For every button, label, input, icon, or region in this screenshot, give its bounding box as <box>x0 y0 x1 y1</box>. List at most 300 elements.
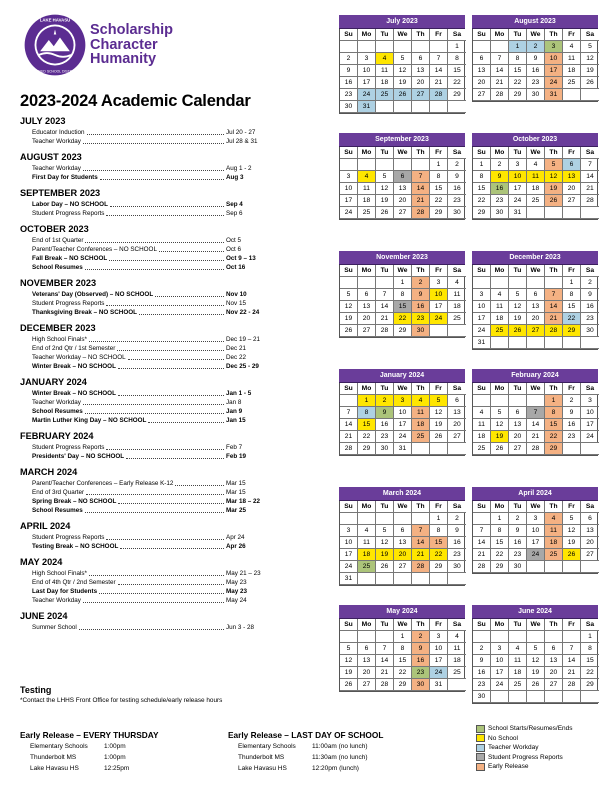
day-cell: 9 <box>473 655 491 667</box>
day-cell: 29 <box>358 443 376 455</box>
day-cell: 10 <box>430 643 448 655</box>
day-cell: 1 <box>563 277 581 289</box>
day-cell: 15 <box>430 183 448 195</box>
day-cell: 28 <box>581 195 599 207</box>
day-header: Sa <box>448 383 466 395</box>
legend-swatch <box>476 753 485 761</box>
day-cell: 20 <box>448 419 466 431</box>
event-date: May 24 <box>226 597 247 604</box>
day-cell: 28 <box>376 679 394 691</box>
day-header: Sa <box>448 147 466 159</box>
early-release-last-day <box>228 729 383 774</box>
day-cell: 12 <box>527 655 545 667</box>
day-cell: 5 <box>563 513 581 525</box>
empty-cell <box>473 41 491 53</box>
day-cell: 26 <box>394 89 412 101</box>
day-header: Sa <box>581 501 599 513</box>
day-cell: 8 <box>448 53 466 65</box>
day-cell: 5 <box>581 41 599 53</box>
empty-cell <box>527 395 545 407</box>
event-date: Nov 15 <box>226 300 246 307</box>
empty-cell <box>491 41 509 53</box>
day-cell: 16 <box>563 419 581 431</box>
day-cell: 26 <box>430 431 448 443</box>
dot-leader <box>106 305 224 306</box>
empty-cell <box>563 89 581 101</box>
empty-cell <box>376 41 394 53</box>
day-cell: 16 <box>491 183 509 195</box>
school-name: Elementary Schools <box>30 743 88 750</box>
day-cell: 4 <box>527 159 545 171</box>
day-cell: 17 <box>545 65 563 77</box>
day-cell: 26 <box>545 195 563 207</box>
month-calendar <box>472 487 598 574</box>
event-row <box>20 416 282 425</box>
day-cell: 21 <box>545 313 563 325</box>
school-name: Lake Havasu HS <box>238 765 287 772</box>
district-seal-logo <box>24 14 86 76</box>
day-cell: 29 <box>473 207 491 219</box>
day-cell: 22 <box>545 431 563 443</box>
dot-leader <box>118 503 224 504</box>
day-cell: 12 <box>491 419 509 431</box>
empty-cell <box>545 277 563 289</box>
day-cell: 22 <box>394 667 412 679</box>
empty-cell <box>340 395 358 407</box>
event-section <box>20 278 282 317</box>
day-cell: 16 <box>527 65 545 77</box>
dot-leader <box>120 548 224 549</box>
event-row <box>20 569 282 578</box>
dot-leader <box>100 179 224 180</box>
day-cell: 14 <box>473 537 491 549</box>
empty-cell <box>581 443 599 455</box>
day-cell: 30 <box>448 561 466 573</box>
page-title: 2023-2024 Academic Calendar <box>20 92 251 110</box>
day-cell: 6 <box>473 53 491 65</box>
day-cell: 12 <box>340 301 358 313</box>
day-cell: 27 <box>473 89 491 101</box>
day-header: Th <box>412 383 430 395</box>
day-cell: 24 <box>394 431 412 443</box>
event-section <box>20 557 282 605</box>
event-name: Teacher Workday <box>32 138 81 145</box>
day-cell: 25 <box>358 561 376 573</box>
day-cell: 9 <box>448 525 466 537</box>
event-date: Apr 26 <box>226 543 246 550</box>
events-list <box>20 116 282 638</box>
day-header: Su <box>340 383 358 395</box>
day-cell: 28 <box>545 325 563 337</box>
day-cell: 18 <box>358 549 376 561</box>
day-cell: 26 <box>340 325 358 337</box>
day-cell: 17 <box>340 549 358 561</box>
day-cell: 30 <box>581 325 599 337</box>
early-release-row <box>20 741 159 752</box>
dot-leader <box>85 512 224 513</box>
day-cell: 17 <box>527 537 545 549</box>
event-date: Oct 6 <box>226 246 242 253</box>
empty-cell <box>340 41 358 53</box>
day-cell: 9 <box>491 171 509 183</box>
day-cell: 1 <box>394 277 412 289</box>
month-title: June 2024 <box>472 605 598 619</box>
event-row <box>20 452 282 461</box>
day-cell: 3 <box>491 643 509 655</box>
day-cell: 9 <box>448 171 466 183</box>
event-row <box>20 245 282 254</box>
day-cell: 22 <box>491 549 509 561</box>
day-cell: 18 <box>545 537 563 549</box>
day-header: Sa <box>581 619 599 631</box>
day-cell: 14 <box>376 301 394 313</box>
day-cell: 29 <box>491 561 509 573</box>
event-date: Feb 19 <box>226 453 246 460</box>
legend-swatch <box>476 734 485 742</box>
day-cell: 25 <box>509 679 527 691</box>
legend-label: Early Release <box>488 763 529 770</box>
event-section <box>20 467 282 515</box>
day-cell: 29 <box>545 443 563 455</box>
day-cell: 8 <box>394 289 412 301</box>
event-name: Parent/Teacher Conferences – Early Release K-12 <box>32 480 174 487</box>
section-title: JUNE 2024 <box>20 611 68 621</box>
day-cell: 1 <box>394 631 412 643</box>
day-header: Su <box>340 29 358 41</box>
day-header: Fr <box>563 265 581 277</box>
day-cell: 6 <box>412 53 430 65</box>
month-title: December 2023 <box>472 251 598 265</box>
day-cell: 10 <box>509 171 527 183</box>
event-row <box>20 137 282 146</box>
day-cell: 31 <box>430 679 448 691</box>
day-header: Tu <box>376 619 394 631</box>
event-row <box>20 407 282 416</box>
day-header: We <box>394 29 412 41</box>
day-cell: 17 <box>430 301 448 313</box>
day-cell: 17 <box>473 313 491 325</box>
dot-leader <box>109 260 224 261</box>
day-header: Mo <box>491 265 509 277</box>
empty-cell <box>473 395 491 407</box>
day-cell: 29 <box>394 679 412 691</box>
month-calendar <box>339 605 465 692</box>
event-name: End of 1st Quarter <box>32 237 84 244</box>
day-cell: 28 <box>491 89 509 101</box>
event-date: Mar 25 <box>226 507 246 514</box>
day-cell: 27 <box>394 207 412 219</box>
day-cell: 18 <box>563 65 581 77</box>
month-title: January 2024 <box>339 369 465 383</box>
day-cell: 17 <box>491 667 509 679</box>
event-row <box>20 335 282 344</box>
day-cell: 22 <box>394 313 412 325</box>
event-name: Spring Break – NO SCHOOL <box>32 498 117 505</box>
day-cell: 17 <box>340 195 358 207</box>
event-name: School Resumes <box>32 264 83 271</box>
day-cell: 8 <box>358 407 376 419</box>
event-date: Sep 6 <box>226 210 243 217</box>
event-section <box>20 323 282 371</box>
day-cell: 6 <box>581 513 599 525</box>
day-cell: 5 <box>491 407 509 419</box>
day-header: Mo <box>358 383 376 395</box>
event-row <box>20 362 282 371</box>
day-cell: 15 <box>581 655 599 667</box>
day-header: Sa <box>581 147 599 159</box>
event-name: Teacher Workday <box>32 399 81 406</box>
day-cell: 24 <box>545 77 563 89</box>
event-row <box>20 173 282 182</box>
month-grid <box>472 29 598 102</box>
day-cell: 2 <box>448 159 466 171</box>
event-name: Teacher Workday – NO SCHOOL <box>32 354 126 361</box>
day-cell: 3 <box>581 395 599 407</box>
event-date: May 21 – 23 <box>226 570 261 577</box>
day-cell: 1 <box>430 513 448 525</box>
day-cell: 10 <box>545 53 563 65</box>
day-header: Tu <box>509 619 527 631</box>
event-row <box>20 299 282 308</box>
event-row <box>20 587 282 596</box>
day-cell: 12 <box>581 53 599 65</box>
day-cell: 28 <box>563 679 581 691</box>
day-cell: 14 <box>340 419 358 431</box>
event-name: Teacher Workday <box>32 597 81 604</box>
day-header: We <box>527 29 545 41</box>
day-cell: 6 <box>358 643 376 655</box>
dot-leader <box>85 242 224 243</box>
empty-cell <box>412 443 430 455</box>
day-header: We <box>527 147 545 159</box>
day-header: Fr <box>563 147 581 159</box>
day-cell: 12 <box>509 301 527 313</box>
month-title: April 2024 <box>472 487 598 501</box>
day-cell: 23 <box>563 431 581 443</box>
day-cell: 17 <box>394 419 412 431</box>
day-cell: 27 <box>527 325 545 337</box>
day-header: Su <box>473 619 491 631</box>
day-header: Mo <box>358 29 376 41</box>
empty-cell <box>581 561 599 573</box>
event-name: First Day for Students <box>32 174 98 181</box>
day-cell: 17 <box>581 419 599 431</box>
day-cell: 27 <box>358 679 376 691</box>
day-cell: 6 <box>563 159 581 171</box>
day-header: Sa <box>448 29 466 41</box>
event-section <box>20 377 282 425</box>
empty-cell <box>473 513 491 525</box>
day-cell: 22 <box>358 431 376 443</box>
empty-cell <box>448 573 466 585</box>
day-cell: 3 <box>545 41 563 53</box>
dot-leader <box>175 485 224 486</box>
day-cell: 15 <box>491 537 509 549</box>
day-cell: 24 <box>581 431 599 443</box>
day-cell: 25 <box>448 667 466 679</box>
event-row <box>20 533 282 542</box>
event-name: Thanksgiving Break – NO SCHOOL <box>32 309 137 316</box>
day-cell: 12 <box>340 655 358 667</box>
day-cell: 2 <box>448 513 466 525</box>
day-cell: 12 <box>545 171 563 183</box>
legend-label: No School <box>488 734 518 742</box>
day-cell: 3 <box>340 525 358 537</box>
day-cell: 15 <box>448 65 466 77</box>
event-row <box>20 236 282 245</box>
day-cell: 7 <box>473 525 491 537</box>
day-cell: 29 <box>448 89 466 101</box>
empty-cell <box>509 691 527 703</box>
day-header: We <box>527 383 545 395</box>
event-name: Parent/Teacher Conferences – NO SCHOOL <box>32 246 157 253</box>
day-header: Su <box>340 265 358 277</box>
month-grid <box>472 383 598 456</box>
release-time: 1:00pm <box>104 743 126 750</box>
empty-cell <box>340 277 358 289</box>
dot-leader <box>89 341 224 342</box>
day-header: Th <box>412 265 430 277</box>
day-cell: 30 <box>527 89 545 101</box>
month-calendar <box>339 133 465 220</box>
day-cell: 1 <box>473 159 491 171</box>
event-row <box>20 623 282 632</box>
day-cell: 4 <box>358 171 376 183</box>
early-release-title: Early Release – EVERY THURSDAY <box>20 730 159 740</box>
day-cell: 2 <box>527 41 545 53</box>
day-header: Fr <box>430 619 448 631</box>
day-cell: 6 <box>545 643 563 655</box>
day-cell: 3 <box>340 171 358 183</box>
testing-note: *Contact the LHHS Front Office for testing schedule/early release hours <box>20 697 223 704</box>
dot-leader <box>85 413 224 414</box>
day-cell: 5 <box>394 53 412 65</box>
day-cell: 3 <box>430 631 448 643</box>
empty-cell <box>473 277 491 289</box>
event-name: Testing Break – NO SCHOOL <box>32 543 119 550</box>
day-cell: 9 <box>412 643 430 655</box>
day-cell: 12 <box>376 537 394 549</box>
empty-cell <box>491 277 509 289</box>
section-title: MAY 2024 <box>20 557 63 567</box>
day-cell: 28 <box>430 89 448 101</box>
day-cell: 25 <box>412 431 430 443</box>
day-cell: 25 <box>376 89 394 101</box>
day-cell: 20 <box>527 313 545 325</box>
event-date: Dec 25 - 29 <box>226 363 259 370</box>
day-cell: 14 <box>545 301 563 313</box>
dot-leader <box>117 350 224 351</box>
empty-cell <box>563 561 581 573</box>
day-header: Su <box>340 147 358 159</box>
month-calendar <box>339 369 465 456</box>
event-row <box>20 254 282 263</box>
day-cell: 31 <box>358 101 376 113</box>
empty-cell <box>394 513 412 525</box>
month-calendar <box>339 487 465 586</box>
empty-cell <box>581 691 599 703</box>
empty-cell <box>448 325 466 337</box>
day-cell: 1 <box>545 395 563 407</box>
day-cell: 14 <box>563 655 581 667</box>
day-cell: 9 <box>581 289 599 301</box>
event-date: Dec 21 <box>226 345 246 352</box>
legend-item <box>476 743 593 753</box>
day-cell: 9 <box>376 407 394 419</box>
day-cell: 4 <box>509 643 527 655</box>
day-cell: 11 <box>473 419 491 431</box>
empty-cell <box>412 573 430 585</box>
event-date: Nov 10 <box>226 291 247 298</box>
day-cell: 30 <box>509 561 527 573</box>
empty-cell <box>563 337 581 349</box>
dot-leader <box>106 215 224 216</box>
day-header: Fr <box>430 265 448 277</box>
empty-cell <box>376 159 394 171</box>
day-cell: 10 <box>581 407 599 419</box>
day-cell: 23 <box>448 195 466 207</box>
day-cell: 31 <box>394 443 412 455</box>
day-cell: 11 <box>527 171 545 183</box>
day-cell: 12 <box>430 407 448 419</box>
day-cell: 8 <box>563 289 581 301</box>
empty-cell <box>358 573 376 585</box>
event-row <box>20 353 282 362</box>
event-date: Oct 5 <box>226 237 242 244</box>
empty-cell <box>430 101 448 113</box>
day-header: Th <box>412 29 430 41</box>
section-title: JULY 2023 <box>20 116 66 126</box>
day-cell: 21 <box>473 549 491 561</box>
day-cell: 11 <box>545 525 563 537</box>
day-cell: 5 <box>376 171 394 183</box>
testing-title: Testing <box>20 685 52 695</box>
release-time: 1:00pm <box>104 754 126 761</box>
day-cell: 8 <box>430 525 448 537</box>
month-grid <box>339 265 465 338</box>
day-cell: 4 <box>563 41 581 53</box>
dot-leader <box>83 170 224 171</box>
day-cell: 15 <box>430 537 448 549</box>
day-cell: 19 <box>527 667 545 679</box>
event-row <box>20 497 282 506</box>
month-grid <box>339 147 465 220</box>
day-cell: 15 <box>394 655 412 667</box>
day-cell: 25 <box>527 195 545 207</box>
day-header: Tu <box>376 383 394 395</box>
day-cell: 6 <box>394 171 412 183</box>
day-header: Sa <box>581 383 599 395</box>
day-cell: 21 <box>412 195 430 207</box>
day-header: Th <box>545 383 563 395</box>
day-cell: 13 <box>473 65 491 77</box>
legend-label: Teacher Workday <box>488 744 539 751</box>
event-date: Jul 28 & 31 <box>226 138 258 145</box>
day-cell: 31 <box>509 207 527 219</box>
section-title: AUGUST 2023 <box>20 152 82 162</box>
dot-leader <box>128 359 224 360</box>
day-cell: 5 <box>430 395 448 407</box>
brand-tagline <box>90 23 173 67</box>
day-cell: 25 <box>448 313 466 325</box>
event-date: Dec 22 <box>226 354 246 361</box>
day-cell: 3 <box>473 289 491 301</box>
event-date: May 23 <box>226 579 247 586</box>
empty-cell <box>394 159 412 171</box>
day-cell: 11 <box>376 65 394 77</box>
event-date: Mar 18 – 22 <box>226 498 260 505</box>
day-cell: 7 <box>340 407 358 419</box>
